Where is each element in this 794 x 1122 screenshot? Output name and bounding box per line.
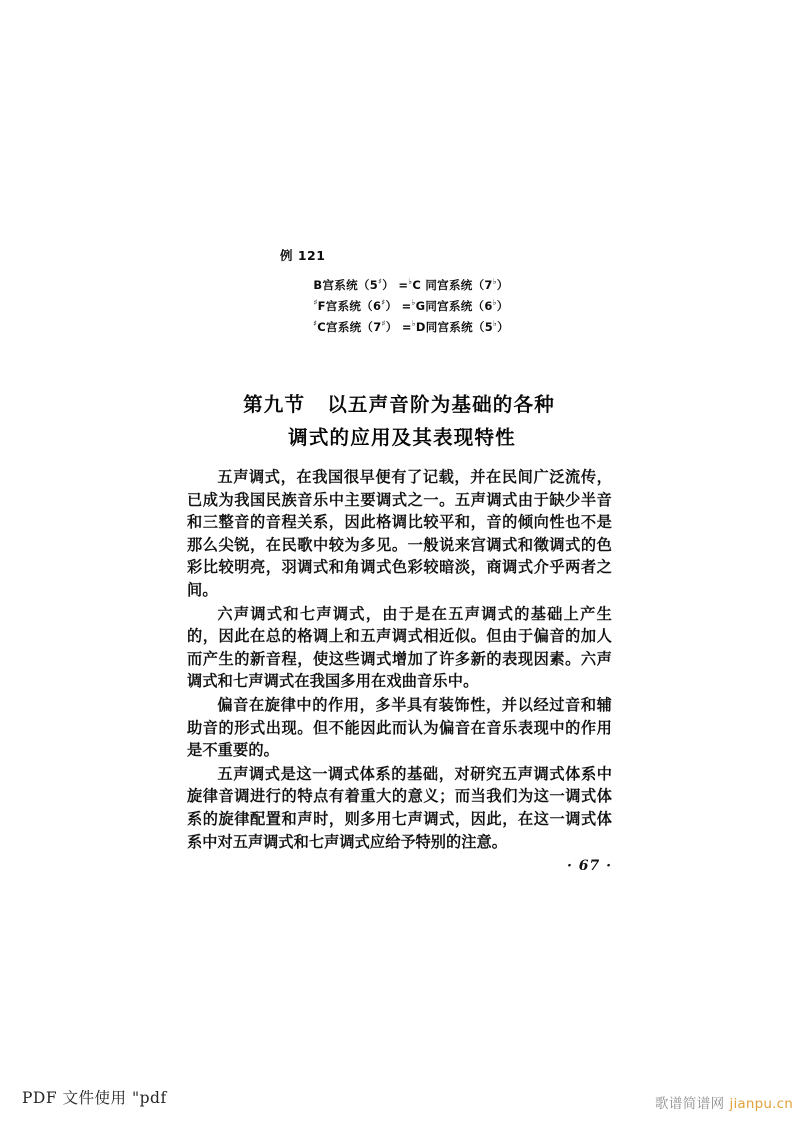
right-close-paren: ） xyxy=(496,277,509,292)
left-accidental-sharp-icon: ♯ xyxy=(381,318,386,328)
example-equation-row xyxy=(211,273,611,294)
equals-sign: = xyxy=(401,298,412,313)
right-accidental-flat-icon: ♭ xyxy=(411,297,416,307)
paragraph: 偏音在旋律中的作用，多半具有装饰性，并以经过音和辅助音的形式出现。但不能因此而认为偏音在音乐表现中的作用是不重要的。 xyxy=(187,695,612,760)
paragraph: 五声调式，在我国很早便有了记载，并在民间广泛流传，已成为我国民族音乐中主要调式之一。五声调式由于缺少半音和三整音的音程关系，因此格调比较平和，音的倾向性也不是那么尖锐，在民歌中较为多见。一般说来宫调式和徵调式的色彩比较明亮，羽调式和角调式色彩较暗淡，商调式介乎两者之间。 xyxy=(187,468,612,599)
right-root: G xyxy=(415,298,426,313)
right-accidental2-flat-icon: ♭ xyxy=(492,277,497,286)
left-accidental-pre-sharp-icon: ♯ xyxy=(313,318,318,328)
example-equation-row xyxy=(211,315,611,336)
equals-sign: = xyxy=(401,319,412,334)
equals-sign: = xyxy=(398,277,409,292)
right-accidental2-flat-icon: ♭ xyxy=(493,318,498,328)
left-root: C xyxy=(317,319,327,334)
paragraph: 五声调式是这一调式体系的基础，对研究五声调式体系中旋律音调进行的特点有着重大的意义；而当我们为这一调式体系的旋律配置和声时，则多用七声调式，因此，在这一调式体系中对五声调式和七声调式应给予特别的注意。 xyxy=(187,764,612,851)
left-text: 宫系统（7 xyxy=(326,319,382,334)
right-accidental2-flat-icon: ♭ xyxy=(492,297,497,307)
watermark-site-name: 歌谱简谱网 xyxy=(655,1096,725,1112)
watermark-domain: jianpu.cn xyxy=(729,1096,794,1112)
right-text: 同宫系统（7 xyxy=(421,277,493,292)
paragraph: 六声调式和七声调式，由于是在五声调式的基础上产生的，因此在总的格调上和五声调式相近似。但由于偏音的加人而产生的新音程，使这些调式增加了许多新的表现因素。六声调式和七声调式在我国多用在戏曲音乐中。 xyxy=(187,604,612,691)
left-root: F xyxy=(317,298,326,313)
left-accidental-sharp-icon: ♯ xyxy=(381,297,386,307)
pdf-footer-note: PDF 文件使用 "pdf xyxy=(22,1089,167,1107)
left-text: 宫系统（6 xyxy=(325,298,382,313)
left-root: B xyxy=(313,277,323,292)
body-text xyxy=(187,466,612,854)
example-equation-list xyxy=(187,273,611,335)
left-close-paren: ） xyxy=(382,277,394,292)
right-text: 同宫系统（5 xyxy=(425,319,494,334)
example-block xyxy=(187,246,611,335)
right-close-paren: ） xyxy=(497,319,509,334)
right-text: 同宫系统（6 xyxy=(425,298,493,313)
example-label: 例 121 xyxy=(280,248,326,263)
section-title-part-1: 以五声音阶为基础的各种 xyxy=(327,393,555,416)
section-heading xyxy=(187,388,611,454)
left-accidental-sharp-icon: ♯ xyxy=(378,277,383,286)
left-text: 宫系统（5 xyxy=(322,277,379,292)
example-equation-row xyxy=(211,294,611,315)
right-close-paren: ） xyxy=(496,298,509,313)
right-accidental-flat-icon: ♭ xyxy=(408,277,413,286)
page-number: · 67 · xyxy=(567,858,612,874)
right-root: C xyxy=(412,277,422,292)
section-heading-line-2: 调式的应用及其表现特性 xyxy=(288,426,516,449)
section-number: 第九节 xyxy=(243,393,306,416)
right-accidental-flat-icon: ♭ xyxy=(411,318,416,328)
site-watermark xyxy=(655,1092,793,1112)
left-close-paren: ） xyxy=(385,319,398,334)
left-accidental-pre-sharp-icon: ♯ xyxy=(313,297,318,307)
right-root: D xyxy=(415,319,426,334)
left-close-paren: ） xyxy=(385,298,398,313)
section-heading-line-1 xyxy=(187,388,611,421)
